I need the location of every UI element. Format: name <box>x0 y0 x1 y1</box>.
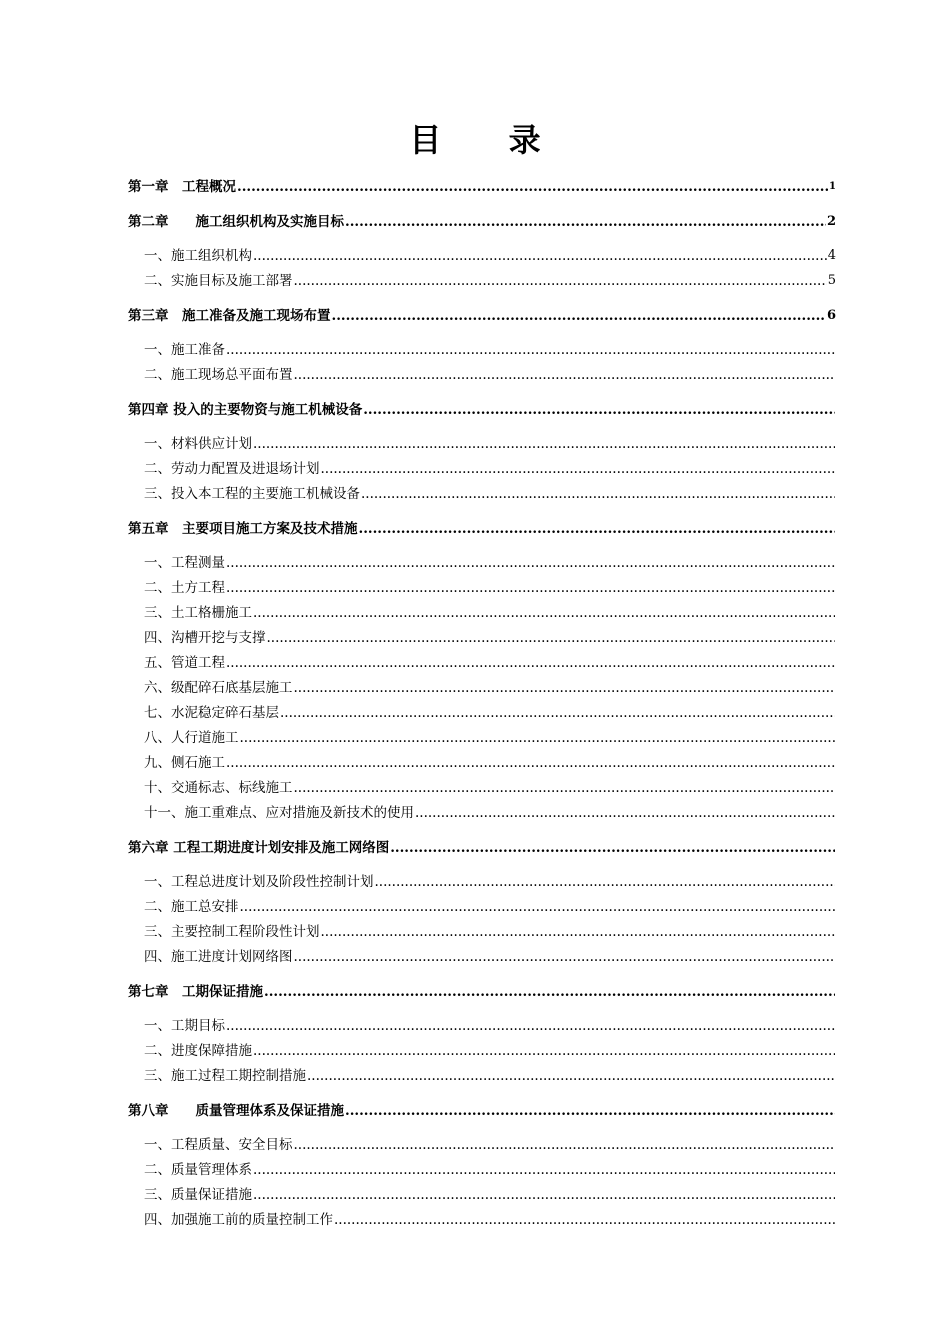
toc-page-number: 4 <box>827 248 836 263</box>
toc-entry-label: 二、劳动力配置及进退场计划 <box>144 461 320 477</box>
dot-leader <box>307 1066 835 1086</box>
dot-leader <box>240 897 836 917</box>
dot-leader <box>264 982 835 1002</box>
toc-entry-label: 一、工期目标 <box>144 1018 225 1034</box>
dot-leader <box>226 1016 835 1036</box>
toc-entry-label: 第五章 主要项目施工方案及技术措施 <box>128 521 358 537</box>
dot-leader <box>226 578 835 598</box>
toc-entry-label: 七、水泥稳定碎石基层 <box>144 705 279 721</box>
toc-section-entry[interactable] <box>128 723 836 748</box>
dot-leader <box>294 678 836 698</box>
dot-leader <box>294 1135 836 1155</box>
toc-entry-label: 第三章 施工准备及施工现场布置 <box>128 308 331 324</box>
dot-leader <box>253 1185 835 1205</box>
toc-entry-label: 一、材料供应计划 <box>144 436 252 452</box>
toc-entry-label: 五、管道工程 <box>144 655 225 671</box>
toc-section-entry[interactable] <box>128 673 836 698</box>
table-of-contents <box>128 172 836 1230</box>
toc-chapter-entry[interactable] <box>128 833 836 858</box>
toc-chapter-entry[interactable] <box>128 1096 836 1121</box>
page-title: 目 录 <box>409 121 569 159</box>
dot-leader <box>280 703 835 723</box>
toc-section-entry[interactable] <box>128 773 836 798</box>
toc-section-entry[interactable] <box>128 241 836 266</box>
toc-entry-label: 三、质量保证措施 <box>144 1187 252 1203</box>
toc-page-number: 2 <box>826 214 836 229</box>
toc-page-number: 6 <box>826 308 836 323</box>
toc-page-number: 1 <box>829 181 836 192</box>
toc-section-entry[interactable] <box>128 623 836 648</box>
toc-entry-label: 二、土方工程 <box>144 580 225 596</box>
dot-leader <box>294 365 836 385</box>
toc-section-entry[interactable] <box>128 360 836 385</box>
dot-leader <box>267 628 836 648</box>
toc-chapter-entry[interactable] <box>128 977 836 1002</box>
toc-entry-label: 二、施工现场总平面布置 <box>144 367 293 383</box>
toc-entry-label: 十一、施工重难点、应对措施及新技术的使用 <box>144 805 414 821</box>
toc-entry-label: 六、级配碎石底基层施工 <box>144 680 293 696</box>
toc-entry-label: 一、工程总进度计划及阶段性控制计划 <box>144 874 374 890</box>
toc-entry-label: 一、工程质量、安全目标 <box>144 1137 293 1153</box>
toc-section-entry[interactable] <box>128 1205 836 1230</box>
toc-entry-label: 二、质量管理体系 <box>144 1162 252 1178</box>
dot-leader <box>390 838 835 858</box>
toc-section-entry[interactable] <box>128 548 836 573</box>
dot-leader <box>253 434 835 454</box>
toc-section-entry[interactable] <box>128 266 836 291</box>
dot-leader <box>321 459 836 479</box>
dot-leader <box>332 306 826 326</box>
toc-entry-label: 四、施工进度计划网络图 <box>144 949 293 965</box>
dot-leader <box>253 603 835 623</box>
dot-leader <box>363 400 835 420</box>
toc-entry-label: 一、施工准备 <box>144 342 225 358</box>
toc-entry-label: 第七章 工期保证措施 <box>128 984 263 1000</box>
dot-leader <box>240 728 836 748</box>
dot-leader <box>253 1041 835 1061</box>
toc-chapter-entry[interactable] <box>128 172 836 197</box>
toc-section-entry[interactable] <box>128 573 836 598</box>
dot-leader <box>294 778 836 798</box>
toc-section-entry[interactable] <box>128 648 836 673</box>
toc-entry-label: 一、施工组织机构 <box>144 248 252 264</box>
dot-leader <box>253 246 827 266</box>
toc-section-entry[interactable] <box>128 598 836 623</box>
dot-leader <box>359 519 836 539</box>
toc-entry-label: 三、投入本工程的主要施工机械设备 <box>144 486 360 502</box>
dot-leader <box>294 947 836 967</box>
toc-section-entry[interactable] <box>128 1155 836 1180</box>
toc-entry-label: 十、交通标志、标线施工 <box>144 780 293 796</box>
toc-section-entry[interactable] <box>128 942 836 967</box>
toc-entry-label: 八、人行道施工 <box>144 730 239 746</box>
toc-entry-label: 第二章 施工组织机构及实施目标 <box>128 214 344 230</box>
toc-page-number: 5 <box>827 273 836 288</box>
toc-section-entry[interactable] <box>128 1130 836 1155</box>
toc-section-entry[interactable] <box>128 479 836 504</box>
toc-entry-label: 第六章 工程工期进度计划安排及施工网络图 <box>128 840 390 856</box>
dot-leader <box>345 1101 835 1121</box>
toc-section-entry[interactable] <box>128 1061 836 1086</box>
toc-section-entry[interactable] <box>128 1036 836 1061</box>
toc-entry-label: 第八章 质量管理体系及保证措施 <box>128 1103 344 1119</box>
toc-entry-label: 三、施工过程工期控制措施 <box>144 1068 306 1084</box>
toc-entry-label: 四、沟槽开挖与支撑 <box>144 630 266 646</box>
toc-section-entry[interactable] <box>128 698 836 723</box>
toc-section-entry[interactable] <box>128 917 836 942</box>
dot-leader <box>226 753 835 773</box>
toc-entry-label: 第一章 工程概况 <box>128 179 236 195</box>
toc-section-entry[interactable] <box>128 429 836 454</box>
toc-section-entry[interactable] <box>128 892 836 917</box>
toc-entry-label: 四、加强施工前的质量控制工作 <box>144 1212 333 1228</box>
toc-entry-label: 三、土工格栅施工 <box>144 605 252 621</box>
toc-chapter-entry[interactable] <box>128 395 836 420</box>
dot-leader <box>415 803 835 823</box>
toc-section-entry[interactable] <box>128 748 836 773</box>
toc-section-entry[interactable] <box>128 798 836 823</box>
dot-leader <box>321 922 836 942</box>
toc-chapter-entry[interactable] <box>128 514 836 539</box>
dot-leader <box>345 212 826 232</box>
dot-leader <box>361 484 835 504</box>
dot-leader <box>294 271 827 291</box>
dot-leader <box>226 340 835 360</box>
dot-leader <box>375 872 836 892</box>
toc-entry-label: 第四章 投入的主要物资与施工机械设备 <box>128 402 363 418</box>
toc-entry-label: 三、主要控制工程阶段性计划 <box>144 924 320 940</box>
toc-chapter-entry[interactable] <box>128 301 836 326</box>
toc-entry-label: 二、进度保障措施 <box>144 1043 252 1059</box>
dot-leader <box>334 1210 835 1230</box>
toc-chapter-entry[interactable] <box>128 207 836 232</box>
toc-section-entry[interactable] <box>128 335 836 360</box>
toc-section-entry[interactable] <box>128 867 836 892</box>
dot-leader <box>253 1160 835 1180</box>
toc-entry-label: 二、施工总安排 <box>144 899 239 915</box>
toc-section-entry[interactable] <box>128 1011 836 1036</box>
toc-section-entry[interactable] <box>128 1180 836 1205</box>
dot-leader <box>237 177 828 197</box>
dot-leader <box>226 553 835 573</box>
toc-entry-label: 一、工程测量 <box>144 555 225 571</box>
toc-entry-label: 九、侧石施工 <box>144 755 225 771</box>
dot-leader <box>226 653 835 673</box>
toc-entry-label: 二、实施目标及施工部署 <box>144 273 293 289</box>
toc-section-entry[interactable] <box>128 454 836 479</box>
